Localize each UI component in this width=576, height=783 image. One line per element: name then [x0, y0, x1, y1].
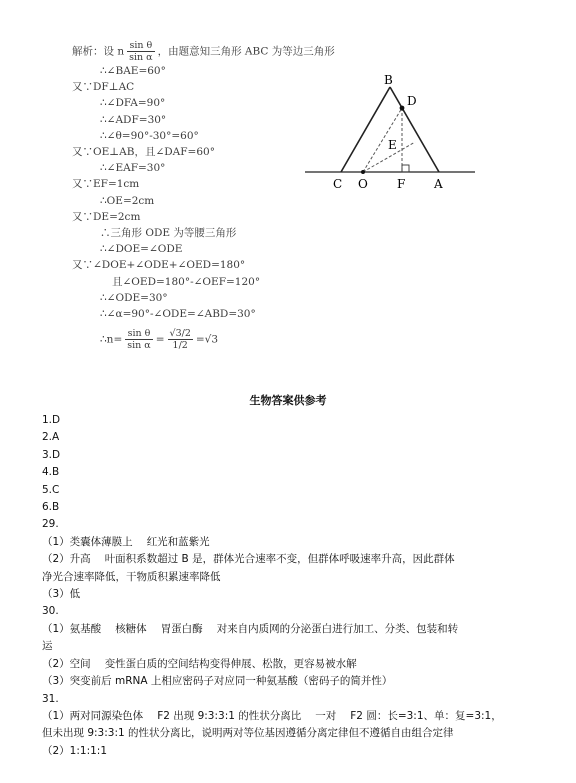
q29-part2-cont: 净光合速率降低，干物质积累速率降低: [42, 570, 221, 583]
final-equals: =: [155, 333, 165, 346]
q30-p1-answer-a: （1）氨基酸: [42, 622, 102, 635]
label-o: O: [358, 177, 368, 191]
step-line: ∴∠ADF=30°: [100, 113, 167, 126]
q30-part1: [42, 621, 542, 638]
question-number: 31.: [42, 692, 59, 705]
label-c: C: [333, 177, 343, 191]
physics-solution: [72, 40, 335, 352]
point-d: [400, 106, 405, 111]
step-line: 又∵EF=1cm: [72, 178, 140, 191]
fraction-numerator: sin θ: [127, 40, 154, 52]
value-numerator: √3/2: [169, 328, 191, 340]
solution-intro: [72, 40, 335, 63]
value-fraction: [168, 328, 193, 351]
question-number: 29.: [42, 518, 59, 531]
side-cb: [341, 87, 390, 172]
answer-line: 4.B: [42, 466, 60, 479]
q29-part2: [42, 551, 542, 568]
step-line: 又∵∠DOE+∠ODE+∠OED=180°: [72, 259, 246, 272]
q29-p2-answer-a: （2）升高: [42, 553, 91, 566]
answer-line: 3.D: [42, 448, 61, 461]
intro-rest: ，由题意知三角形 ABC 为等边三角形: [157, 45, 335, 58]
intro-text: 解析：设 n: [72, 45, 125, 58]
q31-p1-answer-d: F2 圆：长=3:1、单：复=3:1，: [350, 709, 502, 722]
step-line: ∴OE=2cm: [100, 194, 155, 207]
q29-part1: [42, 534, 542, 551]
point-o: [361, 170, 365, 174]
step-line: 又∵OE⊥AB，且∠DAF=60°: [72, 146, 215, 159]
answer-line: 6.B: [42, 501, 60, 514]
step-line: ∴∠θ=90°-30°=60°: [100, 129, 199, 142]
final-lhs: ∴n=: [100, 333, 123, 346]
answer-line: 1.D: [42, 414, 61, 426]
label-d: D: [407, 94, 417, 108]
q31-part2: （2）1:1:1:1: [42, 744, 108, 757]
step-line: ∴∠DOE=∠ODE: [100, 243, 183, 256]
right-angle-mark: [402, 165, 409, 172]
step-line: 又∵DE=2cm: [72, 210, 141, 223]
q31-part1-cont: 但未出现 9:3:3:1 的性状分离比，说明两对等位基因遵循分离定律但不遵循自由组合定律: [42, 727, 454, 740]
q31-p1-answer-b: F2 出现 9:3:3:1 的性状分离比: [157, 709, 302, 722]
ratio-fraction: [127, 40, 154, 63]
answer-line: 2.A: [42, 431, 60, 444]
q30-p2-answer-b: 变性蛋白质的空间结构变得伸展、松散，更容易被水解: [104, 657, 357, 670]
q30-p2-answer-a: （2）空间: [42, 657, 91, 670]
final-rhs: =√3: [195, 333, 219, 346]
q29-part3: （3）低: [42, 588, 81, 601]
q30-p1-answer-c: 胃蛋白酶: [160, 622, 203, 635]
q30-p1-answer-d: 对来自内质网的分泌蛋白进行加工、分类、包装和转: [216, 622, 459, 635]
q31-part1: [42, 708, 542, 725]
fraction-denominator: sin α: [129, 52, 153, 63]
label-a: A: [434, 177, 443, 191]
step-line: ∴∠EAF=30°: [100, 162, 166, 175]
q30-part1-cont: 运: [42, 640, 53, 653]
biology-answers: [42, 412, 542, 760]
q29-p2-answer-b: 叶面积系数超过 B 是，群体光合速率不变，但群体呼吸速率升高，因此群体: [104, 553, 455, 566]
step-line: ∴∠ODE=30°: [100, 291, 168, 304]
biology-title: 生物答案供参考: [249, 394, 327, 407]
value-denominator: 1/2: [172, 340, 188, 352]
final-fraction: [125, 328, 152, 351]
q30-part2: [42, 656, 542, 673]
final-denominator: sin α: [127, 340, 151, 352]
q31-p1-answer-a: （1）两对同源染色体: [42, 709, 144, 722]
step-line: 又∵DF⊥AC: [72, 81, 135, 94]
q30-p1-answer-b: 核糖体: [115, 622, 147, 635]
q29-p1-answer-b: 红光和蓝紫光: [146, 535, 210, 548]
answer-line: 5.C: [42, 483, 60, 496]
q30-part3: （3）突变前后 mRNA 上相应密码子对应同一种氨基酸（密码子的简并性）: [42, 675, 393, 688]
geometry-diagram: [305, 72, 475, 192]
label-e: E: [388, 138, 397, 152]
step-line: ∴∠BAE=60°: [100, 65, 166, 77]
q29-p1-answer-a: （1）类囊体薄膜上: [42, 535, 133, 548]
step-line: 且∠OED=180°-∠OEF=120°: [112, 275, 261, 288]
label-f: F: [397, 177, 406, 191]
step-line: ∴三角形 ODE 为等腰三角形: [100, 227, 237, 240]
final-numerator: sin θ: [125, 328, 152, 340]
final-result: [72, 328, 322, 351]
step-line: ∴∠α=90°-∠ODE=∠ABD=30°: [100, 308, 256, 321]
label-b: B: [384, 73, 393, 87]
q31-p1-answer-c: 一对: [315, 709, 337, 722]
question-number: 30.: [42, 605, 59, 618]
step-line: ∴∠DFA=90°: [100, 97, 166, 110]
